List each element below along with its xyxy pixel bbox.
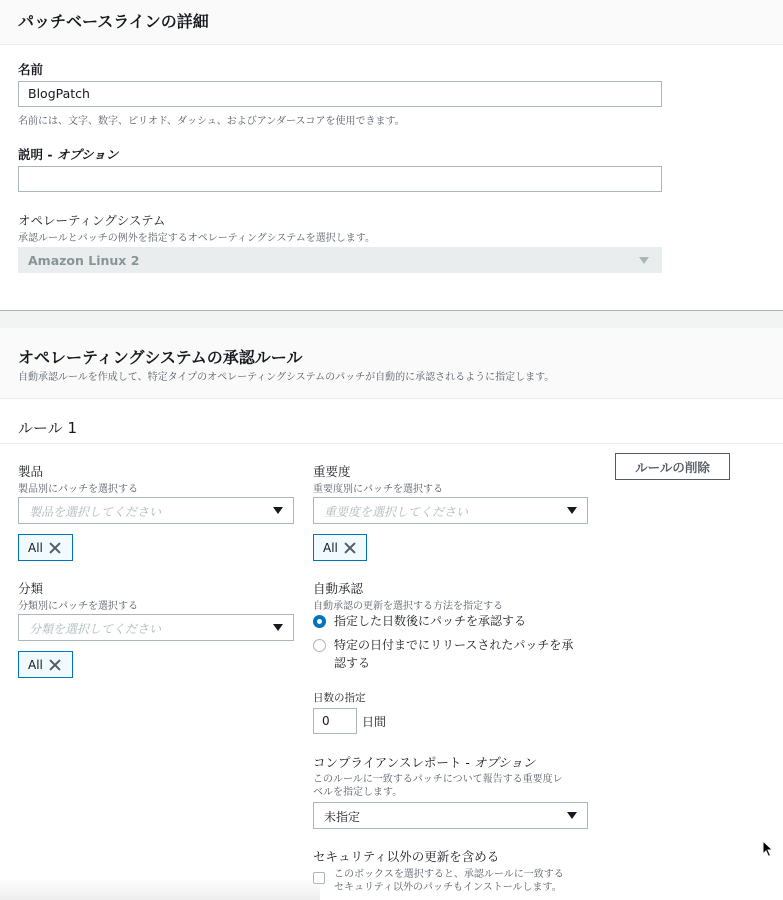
description-optional: オプション (56, 147, 119, 162)
severity-label: 重要度 (313, 464, 351, 479)
name-hint: 名前には、文字、数字、ピリオド、ダッシュ、およびアンダースコアを使用できます。 (18, 116, 405, 127)
nonsecurity-hint-line2: セキュリティ以外のパッチもインストールします。 (334, 882, 562, 893)
severity-token-label: All (323, 540, 338, 555)
classification-token (18, 651, 73, 678)
product-token (18, 534, 73, 561)
rule-divider (0, 443, 783, 444)
chevron-down-icon (273, 624, 283, 631)
radio-date[interactable] (313, 639, 326, 652)
os-hint: 承認ルールとパッチの例外を指定するオペレーティングシステムを選択します。 (18, 233, 375, 244)
days-label: 日数の指定 (313, 692, 366, 704)
classification-label: 分類 (18, 581, 44, 596)
mouse-cursor-icon (762, 840, 774, 858)
close-icon[interactable] (49, 542, 61, 554)
chevron-down-icon (639, 257, 649, 264)
approval-header (0, 328, 783, 399)
bottom-shadow (0, 878, 320, 900)
rule-title: ルール 1 (18, 419, 78, 437)
radio-date-label-line2[interactable]: 認する (334, 656, 371, 670)
chevron-down-icon (567, 812, 577, 819)
compliance-select[interactable] (313, 802, 588, 829)
compliance-hint-line2: ベルを指定します。 (313, 787, 403, 798)
days-input[interactable]: 0 (313, 708, 357, 734)
classification-select[interactable] (18, 614, 294, 641)
chevron-down-icon (567, 507, 577, 514)
details-title: パッチベースラインの詳細 (18, 12, 209, 31)
delete-rule-button[interactable]: ルールの削除 (615, 453, 730, 480)
auto-approval-label: 自動承認 (313, 581, 364, 596)
product-token-label: All (28, 540, 43, 555)
radio-date-label-line1[interactable]: 特定の日付までにリリースされたパッチを承 (334, 638, 574, 652)
name-input[interactable]: BlogPatch (18, 81, 662, 107)
severity-select[interactable] (313, 497, 588, 524)
auto-approval-hint: 自動承認の更新を選択する方法を指定する (313, 601, 503, 612)
approval-hint: 自動承認ルールを作成して、特定タイプのオペレーティングシステムのパッチが自動的に承認されるように指定します。 (18, 372, 555, 383)
product-hint: 製品別にパッチを選択する (18, 484, 138, 495)
classification-token-label: All (28, 657, 43, 672)
radio-days[interactable] (313, 615, 326, 628)
compliance-optional: オプション (473, 755, 536, 770)
description-label-text: 説明 - (18, 147, 57, 162)
nonsecurity-hint-line1: このボックスを選択すると、承認ルールに一致する (334, 869, 564, 880)
compliance-label (313, 753, 535, 771)
compliance-label-text: コンプライアンスレポート - (313, 755, 474, 770)
severity-token (313, 534, 367, 561)
classification-hint: 分類別にパッチを選択する (18, 601, 138, 612)
close-icon[interactable] (344, 542, 356, 554)
description-label (18, 145, 118, 163)
product-select[interactable] (18, 497, 294, 524)
approval-title: オペレーティングシステムの承認ルール (18, 348, 303, 367)
description-input[interactable] (18, 166, 662, 192)
radio-days-label[interactable]: 指定した日数後にパッチを承認する (334, 614, 527, 628)
name-label: 名前 (18, 62, 44, 77)
os-label: オペレーティングシステム (18, 213, 166, 228)
os-select (18, 247, 662, 273)
days-unit: 日間 (362, 715, 387, 729)
close-icon[interactable] (49, 659, 61, 671)
severity-placeholder: 重要度を選択してください (324, 505, 469, 519)
product-label: 製品 (18, 464, 44, 479)
os-select-value: Amazon Linux 2 (28, 253, 140, 268)
severity-hint: 重要度別にパッチを選択する (313, 484, 443, 495)
nonsecurity-label: セキュリティ以外の更新を含める (313, 849, 500, 864)
classification-placeholder: 分類を選択してください (29, 622, 162, 636)
product-placeholder: 製品を選択してください (29, 505, 162, 519)
details-header (0, 0, 783, 45)
chevron-down-icon (273, 507, 283, 514)
section-separator (0, 310, 783, 328)
compliance-value: 未指定 (324, 810, 361, 824)
compliance-hint-line1: このルールに一致するパッチについて報告する重要度レ (313, 774, 563, 785)
